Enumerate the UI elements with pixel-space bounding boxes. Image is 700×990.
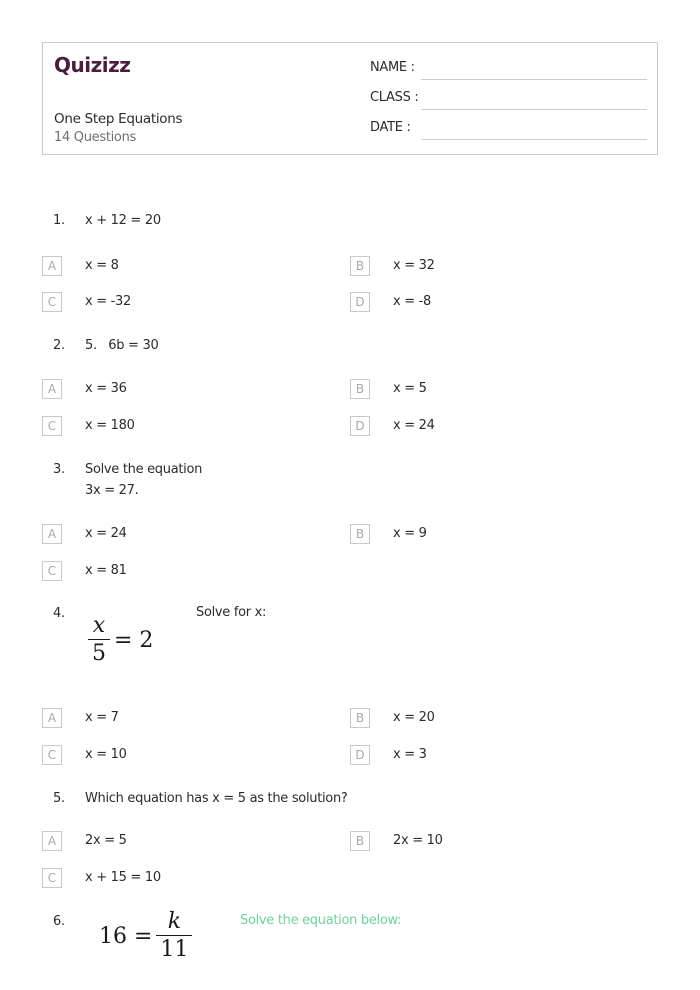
option-letter-c[interactable]: C bbox=[42, 416, 62, 436]
quizizz-logo: Quizizz bbox=[54, 53, 131, 77]
option-text[interactable]: x = -32 bbox=[85, 294, 131, 309]
question-number: 2. bbox=[53, 338, 65, 353]
option-text[interactable]: x = 5 bbox=[393, 381, 427, 396]
fraction-numerator: x bbox=[92, 613, 106, 638]
option-text[interactable]: x = 20 bbox=[393, 710, 435, 725]
date-label: DATE : bbox=[370, 120, 411, 135]
name-label: NAME : bbox=[370, 60, 415, 75]
fraction-denominator: 11 bbox=[160, 937, 189, 962]
option-text[interactable]: 2x = 5 bbox=[85, 833, 127, 848]
option-letter-d[interactable]: D bbox=[350, 745, 370, 765]
question-count: 14 Questions bbox=[54, 130, 136, 145]
worksheet-title: One Step Equations bbox=[54, 111, 183, 127]
option-text[interactable]: x = 8 bbox=[85, 258, 119, 273]
option-text[interactable]: x = 10 bbox=[85, 747, 127, 762]
question-text-line-1: Solve the equation bbox=[85, 462, 203, 477]
fraction bbox=[156, 909, 192, 964]
option-letter-a[interactable]: A bbox=[42, 524, 62, 544]
option-text[interactable]: x = 24 bbox=[85, 526, 127, 541]
option-text[interactable]: x = 24 bbox=[393, 418, 435, 433]
option-letter-a[interactable]: A bbox=[42, 379, 62, 399]
name-field[interactable] bbox=[370, 60, 647, 80]
fraction-numerator: k bbox=[167, 909, 182, 934]
class-line bbox=[421, 109, 647, 110]
equation-lhs: 16 = bbox=[99, 924, 153, 949]
question-side-text: Solve the equation below: bbox=[240, 913, 402, 928]
question-number: 4. bbox=[53, 606, 65, 621]
question-number: 5. bbox=[53, 791, 65, 806]
equation-rhs: = 2 bbox=[114, 628, 154, 653]
worksheet-header bbox=[42, 42, 658, 155]
option-letter-c[interactable]: C bbox=[42, 561, 62, 581]
option-text[interactable]: x = 180 bbox=[85, 418, 135, 433]
class-field[interactable] bbox=[370, 90, 647, 110]
equation-16-equals-k-over-11 bbox=[95, 909, 192, 964]
question-number: 1. bbox=[53, 213, 65, 228]
equation-x-over-5 bbox=[88, 613, 157, 668]
option-text[interactable]: x = 9 bbox=[393, 526, 427, 541]
name-line bbox=[421, 79, 647, 80]
date-line bbox=[421, 139, 647, 140]
option-text[interactable]: x = 81 bbox=[85, 563, 127, 578]
option-letter-b[interactable]: B bbox=[350, 256, 370, 276]
question-text-line-2: 3x = 27. bbox=[85, 483, 139, 498]
fraction-denominator: 5 bbox=[92, 641, 106, 666]
option-letter-a[interactable]: A bbox=[42, 708, 62, 728]
question-number: 6. bbox=[53, 914, 65, 929]
option-letter-b[interactable]: B bbox=[350, 831, 370, 851]
class-label: CLASS : bbox=[370, 90, 419, 105]
question-number: 3. bbox=[53, 462, 65, 477]
option-letter-a[interactable]: A bbox=[42, 256, 62, 276]
option-letter-b[interactable]: B bbox=[350, 708, 370, 728]
option-letter-a[interactable]: A bbox=[42, 831, 62, 851]
option-letter-b[interactable]: B bbox=[350, 379, 370, 399]
option-letter-d[interactable]: D bbox=[350, 416, 370, 436]
option-text[interactable]: x = -8 bbox=[393, 294, 432, 309]
option-letter-c[interactable]: C bbox=[42, 868, 62, 888]
option-text[interactable]: x = 36 bbox=[85, 381, 127, 396]
option-text[interactable]: x + 15 = 10 bbox=[85, 870, 161, 885]
option-letter-b[interactable]: B bbox=[350, 524, 370, 544]
option-letter-c[interactable]: C bbox=[42, 292, 62, 312]
fraction bbox=[88, 613, 110, 668]
option-text[interactable]: 2x = 10 bbox=[393, 833, 443, 848]
option-text[interactable]: x = 3 bbox=[393, 747, 427, 762]
question-side-text: Solve for x: bbox=[196, 605, 267, 620]
option-text[interactable]: x = 32 bbox=[393, 258, 435, 273]
date-field[interactable] bbox=[370, 120, 647, 140]
question-text: 5. 6b = 30 bbox=[85, 338, 159, 353]
option-letter-c[interactable]: C bbox=[42, 745, 62, 765]
question-text: x + 12 = 20 bbox=[85, 213, 161, 228]
option-letter-d[interactable]: D bbox=[350, 292, 370, 312]
option-text[interactable]: x = 7 bbox=[85, 710, 119, 725]
question-text: Which equation has x = 5 as the solution? bbox=[85, 791, 348, 806]
